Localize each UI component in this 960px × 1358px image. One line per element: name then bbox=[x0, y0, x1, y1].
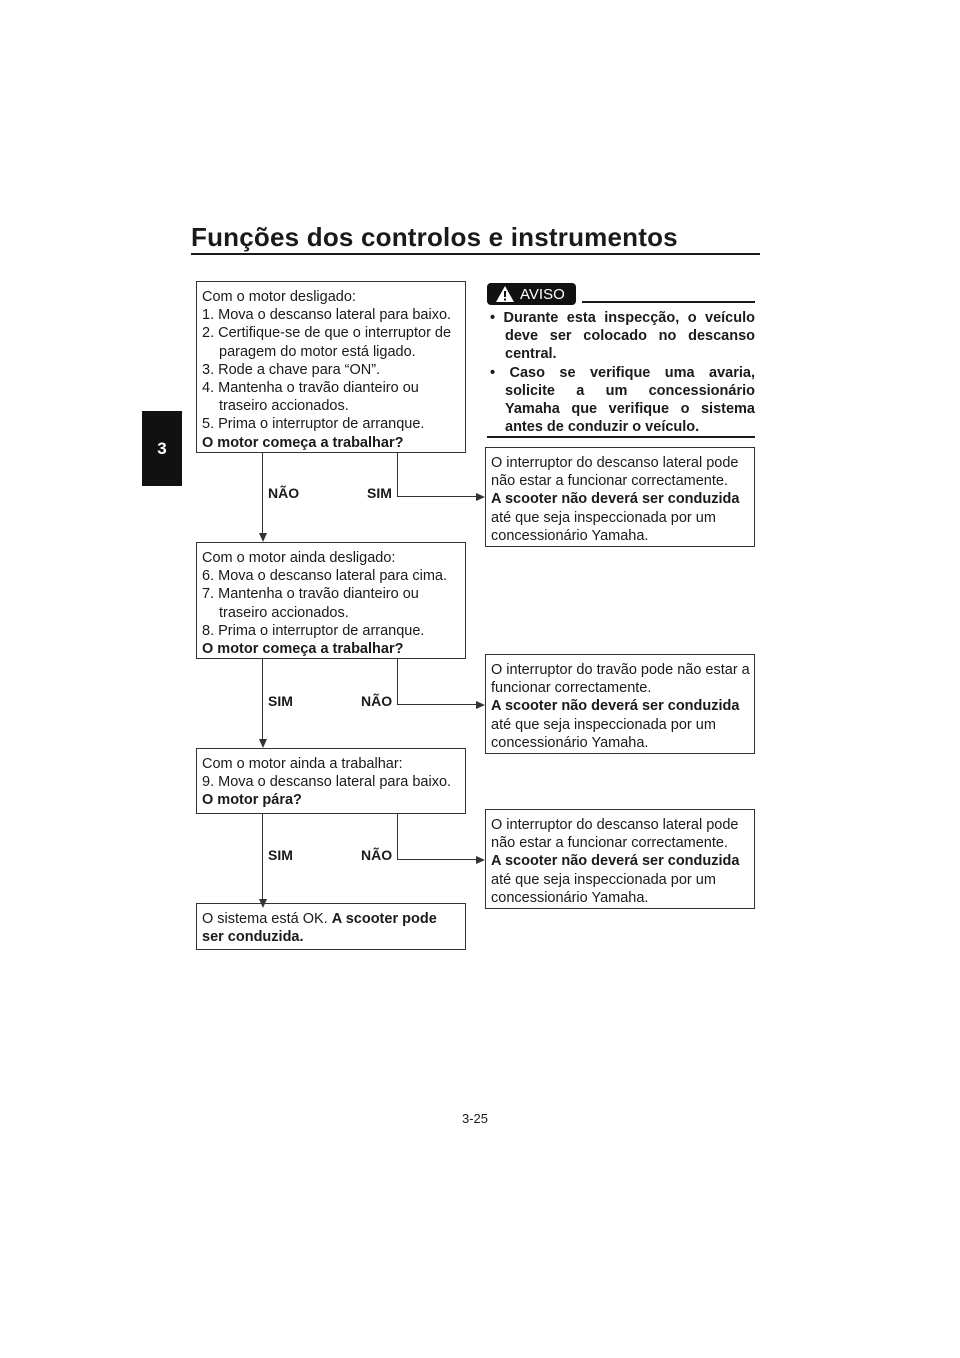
connector-line bbox=[397, 704, 477, 705]
box2-intro: Com o motor ainda desligado: bbox=[202, 550, 396, 566]
flow-result-box-2 bbox=[485, 654, 755, 754]
result2-warning: A scooter não deverá ser conduzida bbox=[491, 698, 740, 715]
arrow-right-icon bbox=[476, 701, 485, 709]
aviso-text bbox=[490, 309, 755, 436]
connector-line bbox=[397, 859, 477, 860]
title-rule bbox=[191, 253, 760, 255]
box1-step: 3. Rode a chave para “ON”. bbox=[202, 361, 381, 378]
branch1-no-label: NÃO bbox=[268, 485, 300, 501]
flow-result-box-3 bbox=[485, 809, 755, 909]
flow-result-box-1 bbox=[485, 447, 755, 547]
connector-line bbox=[397, 814, 398, 859]
result3-text: O interruptor do descanso lateral pode não estar a funcionar correctamente. bbox=[491, 817, 739, 852]
aviso-label: AVISO bbox=[520, 285, 565, 303]
branch3-yes-label: SIM bbox=[268, 847, 293, 863]
box1-step: 5. Prima o interruptor de arranque. bbox=[202, 416, 425, 433]
branch2-yes-label: SIM bbox=[268, 693, 293, 709]
result2-tail: até que seja inspeccionada por um concessionário Yamaha. bbox=[491, 716, 716, 751]
chapter-tab: 3 bbox=[142, 411, 182, 486]
branch3-no-label: NÃO bbox=[361, 847, 393, 863]
branch1-yes-label: SIM bbox=[367, 485, 392, 501]
box2-step: 6. Mova o descanso lateral para cima. bbox=[202, 568, 448, 585]
box1-step: 1. Mova o descanso lateral para baixo. bbox=[202, 307, 452, 324]
page-number: 3-25 bbox=[462, 1111, 489, 1126]
result3-warning: A scooter não deverá ser conduzida bbox=[491, 853, 740, 870]
flow-step-box-2 bbox=[196, 542, 466, 659]
connector-line bbox=[397, 659, 398, 704]
connector-line bbox=[397, 496, 477, 497]
connector-line bbox=[262, 659, 263, 740]
arrow-right-icon bbox=[476, 493, 485, 501]
box3-question: O motor pára? bbox=[202, 792, 302, 809]
result3-tail: até que seja inspeccionada por um concessionário Yamaha. bbox=[491, 871, 716, 906]
box3-step: 9. Mova o descanso lateral para baixo. bbox=[202, 774, 452, 791]
flow-step-box-3 bbox=[196, 748, 466, 814]
connector-line bbox=[262, 453, 263, 534]
warning-icon bbox=[495, 285, 515, 303]
result2-text: O interruptor do travão pode não estar a funcionar correctamente. bbox=[491, 662, 750, 697]
connector-line bbox=[397, 453, 398, 496]
final-text: O sistema está OK. bbox=[202, 911, 328, 927]
box3-intro: Com o motor ainda a trabalhar: bbox=[202, 756, 403, 772]
flow-step-box-1 bbox=[196, 281, 466, 453]
aviso-rule-top bbox=[582, 301, 755, 303]
flow-final-box bbox=[196, 903, 466, 950]
aviso-item: • Caso se verifique uma avaria, solicite a um concessionário Yamaha que verifique o sistema antes de conduzir o veículo. bbox=[490, 364, 755, 436]
final-bold: A scooter pode ser conduzida. bbox=[202, 911, 437, 946]
result1-text: O interruptor do descanso lateral pode não estar a funcionar correctamente. bbox=[491, 455, 739, 490]
box1-step: 2. Certifique-se de que o interruptor de paragem do motor está ligado. bbox=[202, 325, 452, 360]
arrow-right-icon bbox=[476, 856, 485, 864]
connector-line bbox=[262, 814, 263, 900]
box1-question: O motor começa a trabalhar? bbox=[202, 434, 404, 451]
aviso-item: • Durante esta inspecção, o veículo deve ser colocado no descanso central. bbox=[490, 310, 755, 363]
arrow-down-icon bbox=[259, 739, 267, 748]
arrow-down-icon bbox=[259, 533, 267, 542]
box2-step: 7. Mantenha o travão dianteiro ou traseiro accionados. bbox=[202, 586, 419, 621]
box2-question: O motor começa a trabalhar? bbox=[202, 641, 404, 658]
aviso-rule-bottom bbox=[487, 436, 755, 438]
box1-step: 4. Mantenha o travão dianteiro ou traseiro accionados. bbox=[202, 380, 419, 415]
page-title: Funções dos controlos e instrumentos bbox=[191, 222, 678, 252]
branch2-no-label: NÃO bbox=[361, 693, 393, 709]
result1-warning: A scooter não deverá ser conduzida bbox=[491, 491, 740, 508]
box1-intro: Com o motor desligado: bbox=[202, 289, 356, 305]
box2-step: 8. Prima o interruptor de arranque. bbox=[202, 622, 425, 639]
result1-tail: até que seja inspeccionada por um concessionário Yamaha. bbox=[491, 509, 716, 544]
aviso-badge bbox=[487, 283, 576, 305]
